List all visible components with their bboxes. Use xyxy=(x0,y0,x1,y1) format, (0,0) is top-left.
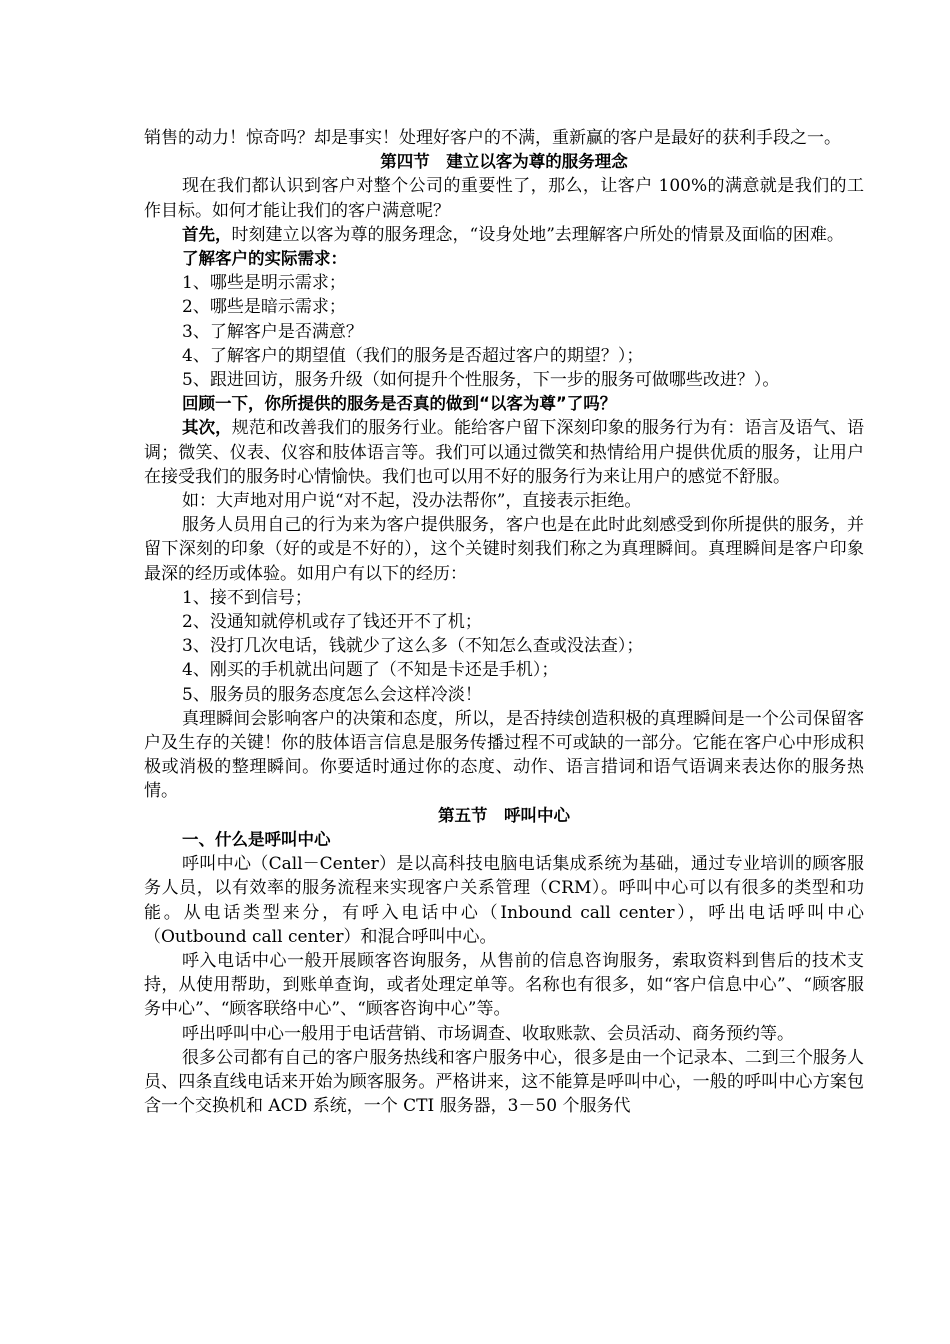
paragraph: 真理瞬间会影响客户的决策和态度，所以，是否持续创造积极的真理瞬间是一个公司保留客户及生存的关键！你的肢体语言信息是服务传播过程不可或缺的一部分。它能在客户心中形成积极或消极的整理瞬间。你要适时通过你的态度、动作、语言措词和语气语调来表达你的服务热情。 xyxy=(144,708,864,802)
lead-phrase: 首先， xyxy=(182,224,232,244)
paragraph: 呼叫中心（Call－Center）是以高科技电脑电话集成系统为基础，通过专业培训的顾客服务人员，以有效率的服务流程来实现客户关系管理（CRM）。呼叫中心可以有很多的类型和功能。从电话类型来分，有呼入电话中心（Inbound call center），呼出电话呼叫中心（Outbound call center）和混合呼叫中心。 xyxy=(144,854,864,947)
paragraph: 呼出呼叫中心一般用于电话营销、市场调查、收取账款、会员活动、商务预约等。 xyxy=(182,1023,794,1044)
paragraph-text: 规范和改善我们的服务行业。能给客户留下深刻印象的服务行为有：语言及语气、语调；微笑、仪表、仪容和肢体语言等。我们可以通过微笑和热情给用户提供优质的服务，让用户在接受我们的服务时心情愉快。我们也可以用不好的服务行为来让用户的感觉不舒服。 xyxy=(144,418,865,487)
paragraph: 服务人员用自己的行为来为客户提供服务，客户也是在此时此刻感受到你所提供的服务，并留下深刻的印象（好的或是不好的），这个关键时刻我们称之为真理瞬间。真理瞬间是客户印象最深的经历或体验。如用户有以下的经历： xyxy=(144,515,864,584)
list-item: 3、没打几次电话，钱就少了这么多（不知怎么查或没法查）； xyxy=(182,636,644,657)
paragraph-text: 时刻建立以客为尊的服务理念，“设身处地”去理解客户所处的情景及面临的困难。 xyxy=(231,224,844,245)
paragraph: 现在我们都认识到客户对整个公司的重要性了，那么，让客户 100%的满意就是我们的工作目标。如何才能让我们的客户满意呢？ xyxy=(144,176,864,221)
paragraph: 呼入电话中心一般开展顾客咨询服务，从售前的信息咨询服务，索取资料到售后的技术支持，从使用帮助，到账单查询，或者处理定单等。名称也有很多，如“客户信息中心”、“顾客服务中心”、“顾客联络中心”、“顾客咨询中心”等。 xyxy=(144,950,864,1020)
paragraph: 销售的动力！惊奇吗？却是事实！处理好客户的不满，重新赢的客户是最好的获利手段之一。 xyxy=(144,128,841,148)
section-heading-5: 第五节 呼叫中心 xyxy=(438,805,570,825)
list-item: 3、了解客户是否满意？ xyxy=(182,321,363,342)
list-item: 2、没通知就停机或存了钱还开不了机； xyxy=(182,612,482,633)
section-heading-4: 第四节 建立以客为尊的服务理念 xyxy=(380,152,628,172)
paragraph xyxy=(144,223,864,247)
list-item: 1、哪些是明示需求； xyxy=(182,273,346,294)
list-item: 4、了解客户的期望值（我们的服务是否超过客户的期望？）； xyxy=(182,345,644,366)
list-item: 1、接不到信号； xyxy=(182,587,312,608)
list-heading: 了解客户的实际需求： xyxy=(182,249,347,269)
paragraph: 很多公司都有自己的客户服务热线和客户服务中心，很多是由一个记录本、二到三个服务人员、四条直线电话来开始为顾客服务。严格讲来，这不能算是呼叫中心，一般的呼叫中心方案包含一个交换机和 ACD 系统，一个 CTI 服务器，3－50 个服务代 xyxy=(144,1047,864,1117)
subsection-heading: 一、什么是呼叫中心 xyxy=(182,829,331,849)
paragraph: 如：大声地对用户说“对不起，没办法帮你”，直接表示拒绝。 xyxy=(182,491,642,512)
list-item: 5、跟进回访，服务升级（如何提升个性服务，下一步的服务可做哪些改进？）。 xyxy=(182,370,780,391)
review-question: 回顾一下，你所提供的服务是否真的做到“以客为尊”了吗？ xyxy=(182,394,617,414)
list-item: 2、哪些是暗示需求； xyxy=(182,297,346,318)
document-body xyxy=(144,126,864,1118)
list-item: 4、刚买的手机就出问题了（不知是卡还是手机）； xyxy=(182,660,559,681)
paragraph xyxy=(144,416,864,489)
lead-phrase: 其次， xyxy=(182,418,232,438)
list-item: 5、服务员的服务态度怎么会这样冷淡！ xyxy=(182,684,482,705)
